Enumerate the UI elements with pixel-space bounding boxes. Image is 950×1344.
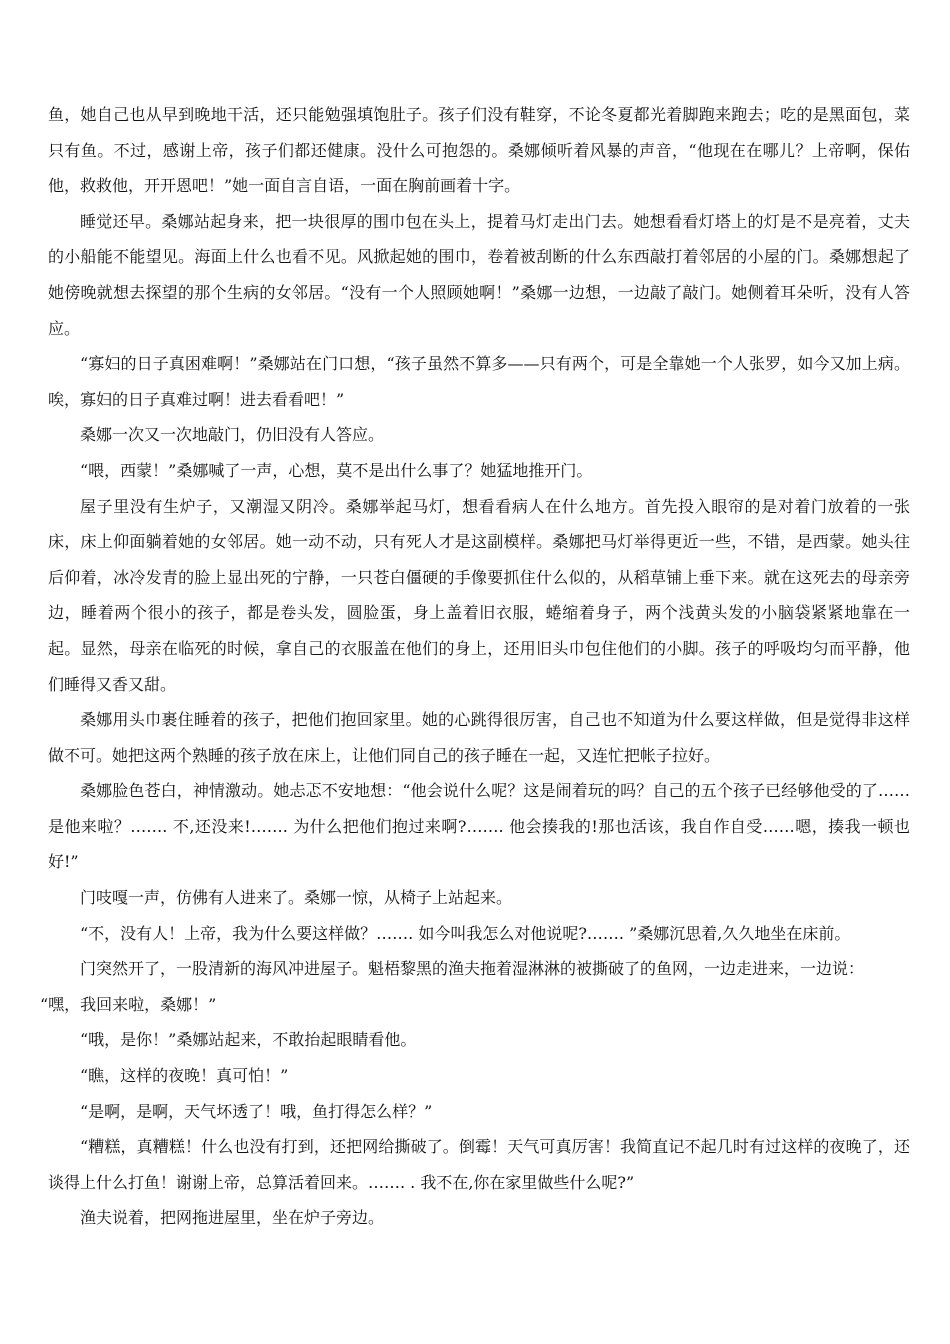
paragraph: “糟糕，真糟糕！什么也没有打到，还把网给撕破了。倒霉！天气可真厉害！我简直记不起几时有过这样的夜晚了，还谈得上什么打鱼！谢谢上帝，总算活着回来。……. . 我不在,你在家里做些什么呢?” [48, 1137, 910, 1192]
paragraph: 鱼，她自己也从早到晚地干活，还只能勉强填饱肚子。孩子们没有鞋穿，不论冬夏都光着脚跑来跑去；吃的是黑面包，菜只有鱼。不过，感谢上帝，孩子们都还健康。没什么可抱怨的。桑娜倾听着风暴的声音，“他现在在哪儿？上帝啊，保佑他，救救他，开开恩吧！”她一面自言自语，一面在胸前画着十字。 [48, 105, 910, 196]
paragraph: “哦，是你！”桑娜站起来，不敢抬起眼睛看他。 [80, 1030, 417, 1050]
paragraph: 屋子里没有生炉子，又潮湿又阴冷。桑娜举起马灯，想看看病人在什么地方。首先投入眼帘的是对着门放着的一张床，床上仰面躺着她的女邻居。她一动不动，只有死人才是这副模样。桑娜把马灯举得更近一些，不错，是西蒙。她头往后仰着，冰冷发青的脸上显出死的宁静，一只苍白僵硬的手像要抓住什么似的，从稻草铺上垂下来。就在这死去的母亲旁边，睡着两个很小的孩子，都是卷头发，圆脸蛋，身上盖着旧衣服，蜷缩着身子，两个浅黄头发的小脑袋紧紧地靠在一起。显然，母亲在临死的时候，拿自己的衣服盖在他们的身上，还用旧头巾包住他们的小脚。孩子的呼吸均匀而平静，他们睡得又香又甜。 [48, 496, 910, 694]
paragraph: 睡觉还早。桑娜站起身来，把一块很厚的围巾包在头上，提着马灯走出门去。她想看看灯塔上的灯是不是亮着，丈夫的小船能不能望见。海面上什么也看不见。风掀起她的围巾，卷着被刮断的什么东西敲打着邻居的小屋的门。桑娜想起了她傍晚就想去探望的那个生病的女邻居。“没有一个人照顾她啊！”桑娜一边想，一边敲了敲门。她侧着耳朵听，没有人答应。 [48, 211, 910, 338]
paragraph: 门突然开了，一股清新的海风冲进屋子。魁梧黎黑的渔夫拖着湿淋淋的被撕破了的鱼网，一边走进来，一边说： [80, 959, 865, 979]
paragraph: “嘿，我回来啦，桑娜！” [40, 994, 217, 1014]
paragraph: 桑娜一次又一次地敲门，仍旧没有人答应。 [80, 425, 385, 445]
paragraph: “是啊，是啊，天气坏透了！哦，鱼打得怎么样？” [80, 1101, 433, 1121]
paragraph: 门吱嘎一声，仿佛有人进来了。桑娜一惊，从椅子上站起来。 [80, 888, 513, 908]
paragraph: “寡妇的日子真困难啊！”桑娜站在门口想，“孩子虽然不算多——只有两个，可是全靠她一个人张罗，如今又加上病。唉，寡妇的日子真难过啊！进去看看吧！” [48, 354, 910, 409]
paragraph: 桑娜脸色苍白，神情激动。她忐忑不安地想：“他会说什么呢？这是闹着玩的吗？自己的五个孩子已经够他受的了……是他来啦？……. 不,还没来!……. 为什么把他们抱过来啊?……. 他会揍我的!那也活该，我自作自受……嗯，揍我一顿也好!” [48, 781, 910, 872]
paragraph: 渔夫说着，把网拖进屋里，坐在炉子旁边。 [80, 1208, 385, 1228]
paragraph: “瞧，这样的夜晚！真可怕！” [80, 1066, 289, 1086]
document-body [40, 97, 910, 1236]
paragraph: “喂，西蒙！”桑娜喊了一声，心想，莫不是出什么事了？她猛地推开门。 [80, 460, 593, 480]
paragraph: “不，没有人！上帝，我为什么要这样做？……. 如今叫我怎么对他说呢?……. ”桑娜沉思着,久久地坐在床前。 [80, 923, 851, 943]
paragraph: 桑娜用头巾裹住睡着的孩子，把他们抱回家里。她的心跳得很厉害，自己也不知道为什么要这样做，但是觉得非这样做不可。她把这两个熟睡的孩子放在床上，让他们同自己的孩子睡在一起，又连忙把帐子拉好。 [48, 710, 910, 765]
